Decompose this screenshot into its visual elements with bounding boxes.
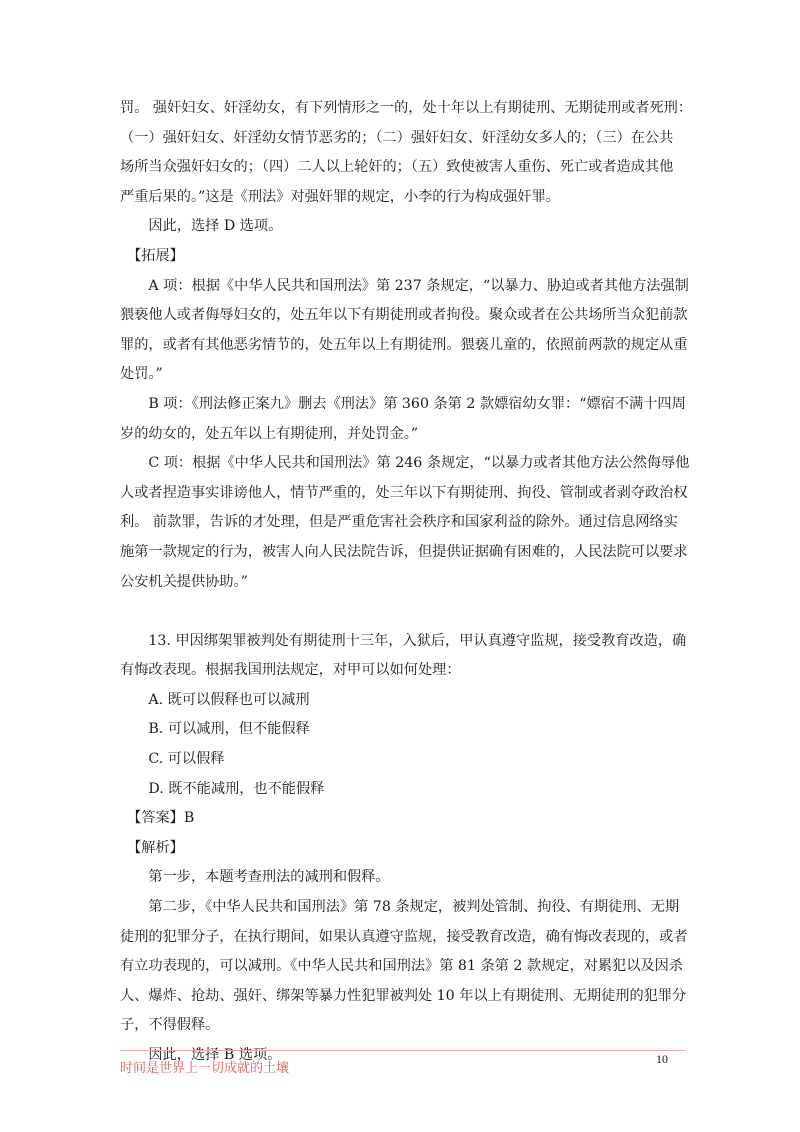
question-stem: 13. 甲因绑架罪被判处有期徒刑十三年，入狱后，甲认真遵守监规，接受教育改造，确: [120, 632, 687, 649]
text-line: 有立功表现的，可以减刑。《中华人民共和国刑法》第 81 条第 2 款规定，对累犯以及因杀: [120, 958, 683, 975]
text-line: 罚。 强奸妇女、奸淫幼女，有下列情形之一的，处十年以上有期徒刑、无期徒刑或者死刑：: [120, 100, 693, 116]
footer-slogan: 时间是世界上一切成就的土壤: [120, 1061, 290, 1076]
text-line: B 项：《刑法修正案九》删去《刑法》第 360 条第 2 款嫖宿幼女罪：“嫖宿不满十四周: [120, 395, 686, 412]
text-line: 岁的幼女的，处五年以上有期徒刑，并处罚金。”: [120, 425, 419, 442]
text-line: 严重后果的。”这是《刑法》对强奸罪的规定，小李的行为构成强奸罪。: [120, 188, 560, 205]
text-line: 因此，选择 D 选项。: [120, 218, 283, 235]
text-line: 施第一款规定的行为，被害人向人民法院告诉，但提供证据确有困难的，人民法院可以要求: [120, 543, 688, 560]
option-c: C. 可以假释: [120, 751, 225, 768]
page-number: 10: [656, 1052, 668, 1066]
text-line: （一）强奸妇女、奸淫幼女情节恶劣的；（二）强奸妇女、奸淫幼女多人的；（三）在公共: [120, 129, 674, 146]
text-line: 徒刑的犯罪分子，在执行期间，如果认真遵守监规，接受教育改造，确有悔改表现的，或者: [120, 928, 688, 945]
text-line: A 项：根据《中华人民共和国刑法》第 237 条规定，“以暴力、胁迫或者其他方法强制: [120, 277, 689, 294]
footer-divider: [120, 1050, 685, 1051]
document-body: [120, 94, 693, 1071]
text-line: 第二步，《中华人民共和国刑法》第 78 条规定，被判处管制、拘役、有期徒刑、无期: [120, 899, 680, 916]
text-line: 公安机关提供协助。”: [120, 573, 248, 590]
text-line: 因此，选择 B 选项。: [120, 1047, 282, 1063]
text-line: 利。 前款罪，告诉的才处理，但是严重危害社会秩序和国家利益的除外。通过信息网络实: [120, 514, 678, 531]
text-line: 罪的，或者有其他恶劣情节的，处五年以上有期徒刑。猥亵儿童的，依照前两款的规定从重: [120, 336, 688, 353]
blank-line: [120, 597, 685, 627]
option-a: A. 既可以假释也可以减刑: [120, 691, 310, 708]
question-stem: 有悔改表现。根据我国刑法规定，对甲可以如何处理：: [120, 662, 461, 679]
text-line: 处罚。”: [120, 366, 163, 383]
section-heading-extension: 【拓展】: [120, 247, 184, 264]
option-b: B. 可以减刑，但不能假释: [120, 721, 310, 738]
text-line: 人、爆炸、抢劫、强奸、绑架等暴力性犯罪被判处 10 年以上有期徒刑、无期徒刑的犯罪分: [120, 987, 687, 1004]
text-line: 人或者捏造事实诽谤他人，情节严重的，处三年以下有期徒刑、拘役、管制或者剥夺政治权: [120, 484, 688, 501]
text-line: 场所当众强奸妇女的；（四）二人以上轮奸的；（五）致使被害人重伤、死亡或者造成其他: [120, 159, 674, 176]
option-d: D. 既不能减刑，也不能假释: [120, 780, 325, 797]
text-line: 猥亵他人或者侮辱妇女的，处五年以下有期徒刑或者拘役。聚众或者在公共场所当众犯前款: [120, 307, 688, 324]
text-line: 第一步，本题考查刑法的减刑和假释。: [120, 869, 390, 886]
answer-label: 【答案】B: [120, 810, 195, 827]
text-line: C 项：根据《中华人民共和国刑法》第 246 条规定，“以暴力或者其他方法公然侮辱他: [120, 455, 690, 472]
analysis-heading: 【解析】: [120, 839, 184, 856]
text-line: 子，不得假释。: [120, 1017, 220, 1034]
